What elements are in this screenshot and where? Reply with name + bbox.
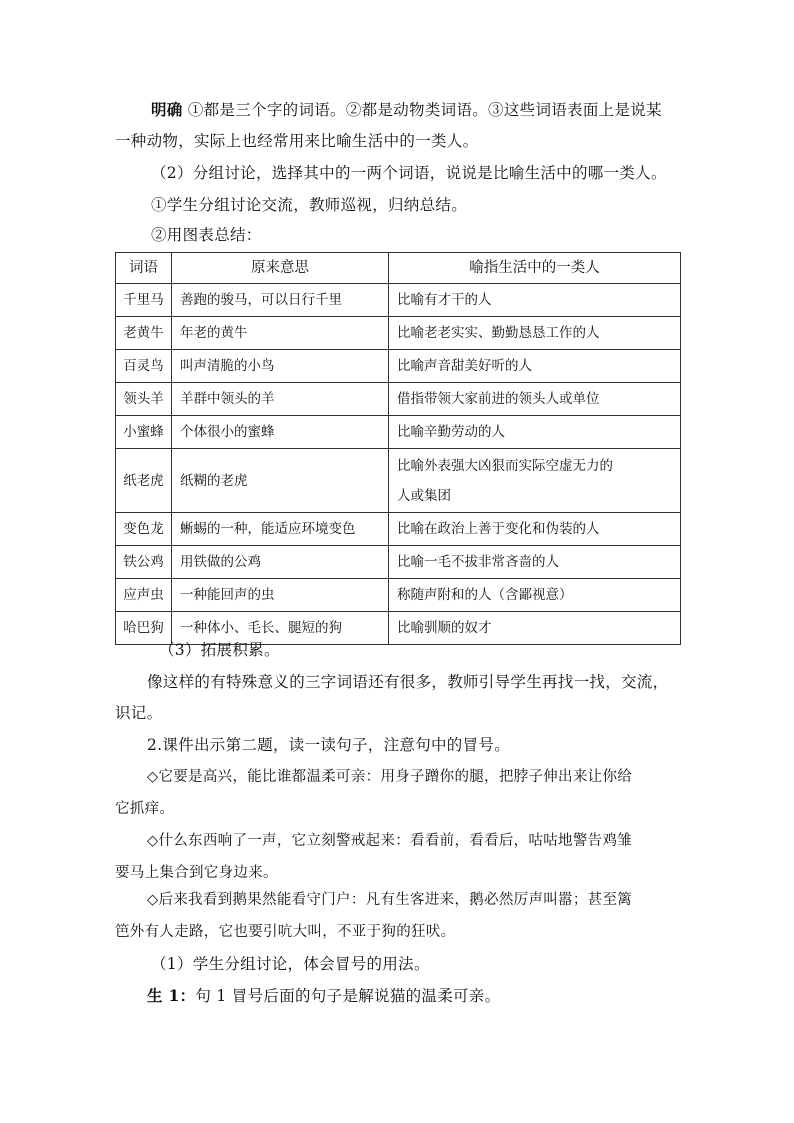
table-row xyxy=(116,416,681,449)
cell-original: 用铁做的公鸡 xyxy=(172,546,389,579)
student-one-text: 句 1 冒号后面的句子是解说猫的温柔可亲。 xyxy=(195,987,501,1005)
table-row xyxy=(116,317,681,350)
cell-term: 小蜜蜂 xyxy=(116,416,172,449)
header-figurative-meaning: 喻指生活中的一类人 xyxy=(389,253,681,284)
cell-original: 一种能回声的虫 xyxy=(172,579,389,612)
cell-original: 善跑的骏马，可以日行千里 xyxy=(172,284,389,317)
cell-meaning: 比喻老老实实、勤勤恳恳工作的人 xyxy=(389,317,681,350)
cell-original: 年老的黄牛 xyxy=(172,317,389,350)
paragraph-group-discussion: （2）分组讨论，选择其中的一两个词语，说说是比喻生活中的哪一类人。 xyxy=(151,164,667,182)
clarify-text-line2: 一种动物，实际上也经常用来比喻生活中的一类人。 xyxy=(115,132,479,150)
clarify-text-line1: ①都是三个字的词语。②都是动物类词语。③这些词语表面上是说某 xyxy=(187,101,662,119)
quote-hen-line2: 要马上集合到它身边来。 xyxy=(115,865,278,881)
table-row xyxy=(116,284,681,317)
cell-term: 百灵鸟 xyxy=(116,350,172,383)
table-header-row xyxy=(116,253,681,284)
cell-original: 羊群中领头的羊 xyxy=(172,383,389,416)
cell-term: 老黄牛 xyxy=(116,317,172,350)
special-words-line1: 像这样的有特殊意义的三字词语还有很多，教师引导学生再找一找，交流， xyxy=(147,673,669,691)
cell-meaning-line1: 比喻外表强大凶狠而实际空虚无力的 xyxy=(397,457,613,474)
cell-term: 哈巴狗 xyxy=(116,612,172,645)
paragraph-students-discuss: ①学生分组讨论交流，教师巡视，归纳总结。 xyxy=(151,196,468,214)
special-words-line2: 识记。 xyxy=(115,704,163,722)
cell-meaning: 比喻一毛不拔非常吝啬的人 xyxy=(389,546,681,579)
cell-term: 千里马 xyxy=(116,284,172,317)
paragraph-exercise-two: 2.课件出示第二题，读一读句子，注意句中的冒号。 xyxy=(147,736,510,754)
paragraph-special-words xyxy=(115,667,685,729)
header-original-meaning: 原来意思 xyxy=(172,253,389,284)
paragraph-chart-summary: ②用图表总结： xyxy=(151,226,262,244)
cell-meaning: 比喻有才干的人 xyxy=(389,284,681,317)
cell-original: 个体很小的蜜蜂 xyxy=(172,416,389,449)
cell-original: 叫声清脆的小鸟 xyxy=(172,350,389,383)
paragraph-expand: （3）拓展积累。 xyxy=(159,641,280,659)
cell-meaning-line2: 人或集团 xyxy=(397,487,451,504)
cell-original: 一种体小、毛长、腿短的狗 xyxy=(172,612,389,645)
quote-hen-line1: ◇什么东西响了一声，它立刻警戒起来：看看前，看看后，咕咕地警告鸡雏 xyxy=(147,833,633,849)
cell-term: 领头羊 xyxy=(116,383,172,416)
cell-term: 纸老虎 xyxy=(116,449,172,513)
cell-original: 蜥蜴的一种，能适应环境变色 xyxy=(172,513,389,546)
quote-cat-line2: 它抓痒。 xyxy=(115,801,175,817)
quote-cat xyxy=(115,761,685,825)
cell-meaning: 称随声附和的人（含鄙视意） xyxy=(389,579,681,612)
cell-meaning: 比喻辛勤劳动的人 xyxy=(389,416,681,449)
quote-hen xyxy=(115,825,685,889)
quote-cat-line1: ◇它要是高兴，能比谁都温柔可亲：用身子蹭你的腿，把脖子伸出来让你给 xyxy=(147,769,633,785)
cell-meaning: 借指带领大家前进的领头人或单位 xyxy=(389,383,681,416)
paragraph-colon-usage: （1）学生分组讨论，体会冒号的用法。 xyxy=(151,955,430,973)
table-row xyxy=(116,579,681,612)
cell-meaning: 比喻声音甜美好听的人 xyxy=(389,350,681,383)
cell-term: 变色龙 xyxy=(116,513,172,546)
quote-goose xyxy=(115,884,685,948)
table-row xyxy=(116,513,681,546)
cell-term: 应声虫 xyxy=(116,579,172,612)
quote-goose-line1: ◇后来我看到鹅果然能看守门户：凡有生客进来，鹅必然厉声叫嚣；甚至篱 xyxy=(147,892,633,908)
quote-goose-line2: 笆外有人走路，它也要引吭大叫，不亚于狗的狂吠。 xyxy=(115,924,456,940)
cell-original: 纸糊的老虎 xyxy=(172,449,389,513)
table-row xyxy=(116,449,681,513)
cell-meaning: 比喻在政治上善于变化和伪装的人 xyxy=(389,513,681,546)
terms-table xyxy=(115,252,681,645)
table-row xyxy=(116,383,681,416)
paragraph-clarify xyxy=(115,94,685,157)
student-one-label: 生 1： xyxy=(147,986,196,1005)
table-row xyxy=(116,546,681,579)
cell-meaning xyxy=(389,449,681,513)
table-row xyxy=(116,350,681,383)
clarify-label: 明确 xyxy=(151,100,183,119)
paragraph-student-one xyxy=(115,980,685,1012)
cell-term: 铁公鸡 xyxy=(116,546,172,579)
cell-meaning: 比喻驯顺的奴才 xyxy=(389,612,681,645)
header-term: 词语 xyxy=(116,253,172,284)
